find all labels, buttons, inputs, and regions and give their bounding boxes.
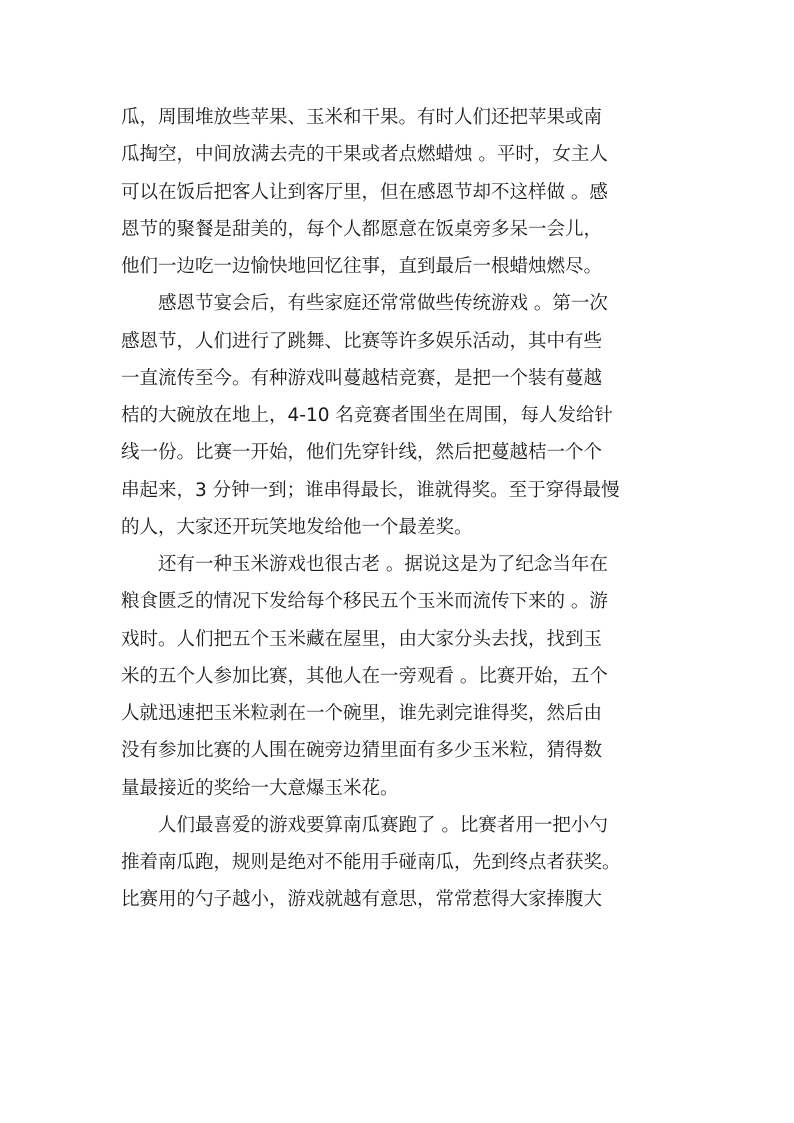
paragraph-1 xyxy=(121,99,684,285)
text-line: 没有参加比赛的人围在碗旁边猜里面有多少玉米粒，猜得数 xyxy=(121,740,603,762)
text-line: 还有一种玉米游戏也很古老 。据说这是为了纪念当年在 xyxy=(158,554,608,575)
text-line: 的人，大家还开玩笑地发给他一个最差奖。 xyxy=(121,516,473,538)
text-line: 粮食匮乏的情况下发给每个移民五个玉米而流传下来的 。游 xyxy=(121,591,608,613)
text-line: 人就迅速把玉米粒剥在一个碗里，谁先剥完谁得奖，然后由 xyxy=(121,703,603,724)
text-line: 感恩节，人们进行了跳舞、比赛等许多娱乐活动，其中有些 xyxy=(121,330,603,352)
text-line: 一直流传至今。有种游戏叫蔓越桔竞赛，是把一个装有蔓越 xyxy=(121,367,603,389)
text-line: 瓜，周围堆放些苹果、玉米和干果。有时人们还把苹果或南 xyxy=(121,107,603,128)
text-line: 线一份。比赛一开始，他们先穿针线，然后把蔓越桔一个个 xyxy=(121,442,603,464)
text-line: 串起来，3 分钟一到；谁串得最长，谁就得奖。至于穿得最慢 xyxy=(121,479,620,501)
paragraph-4 xyxy=(121,807,684,919)
body-text xyxy=(121,99,684,919)
text-line: 推着南瓜跑，规则是绝对不能用手碰南瓜，先到终点者获奖。 xyxy=(121,852,621,873)
text-line: 可以在饭后把客人让到客厅里，但在感恩节却不这样做 。感 xyxy=(121,181,608,203)
text-line: 人们最喜爱的游戏要算南瓜赛跑了 。比赛者用一把小勺 xyxy=(158,814,608,836)
paragraph-2 xyxy=(121,285,684,546)
text-line: 量最接近的奖给一大意爆玉米花。 xyxy=(121,777,399,799)
text-line: 戏时。人们把五个玉米藏在屋里，由大家分头去找，找到玉 xyxy=(121,628,603,650)
text-line: 他们一边吃一边愉快地回忆往事，直到最后一根蜡烛燃尽。 xyxy=(121,256,603,277)
paragraph-3 xyxy=(121,546,684,807)
text-line: 比赛用的勺子越小，游戏就越有意思，常常惹得大家捧腹大 xyxy=(121,889,603,911)
text-line: 桔的大碗放在地上，4-10 名竞赛者围坐在周围，每人发给针 xyxy=(121,405,613,426)
text-line: 米的五个人参加比赛，其他人在一旁观看 。比赛开始，五个 xyxy=(121,665,608,687)
text-line: 感恩节宴会后，有些家庭还常常做些传统游戏 。第一次 xyxy=(158,293,608,315)
text-line: 瓜掏空，中间放满去壳的干果或者点燃蜡烛 。平时，女主人 xyxy=(121,144,608,166)
text-line: 恩节的聚餐是甜美的，每个人都愿意在饭桌旁多呆一会儿， xyxy=(121,218,603,240)
